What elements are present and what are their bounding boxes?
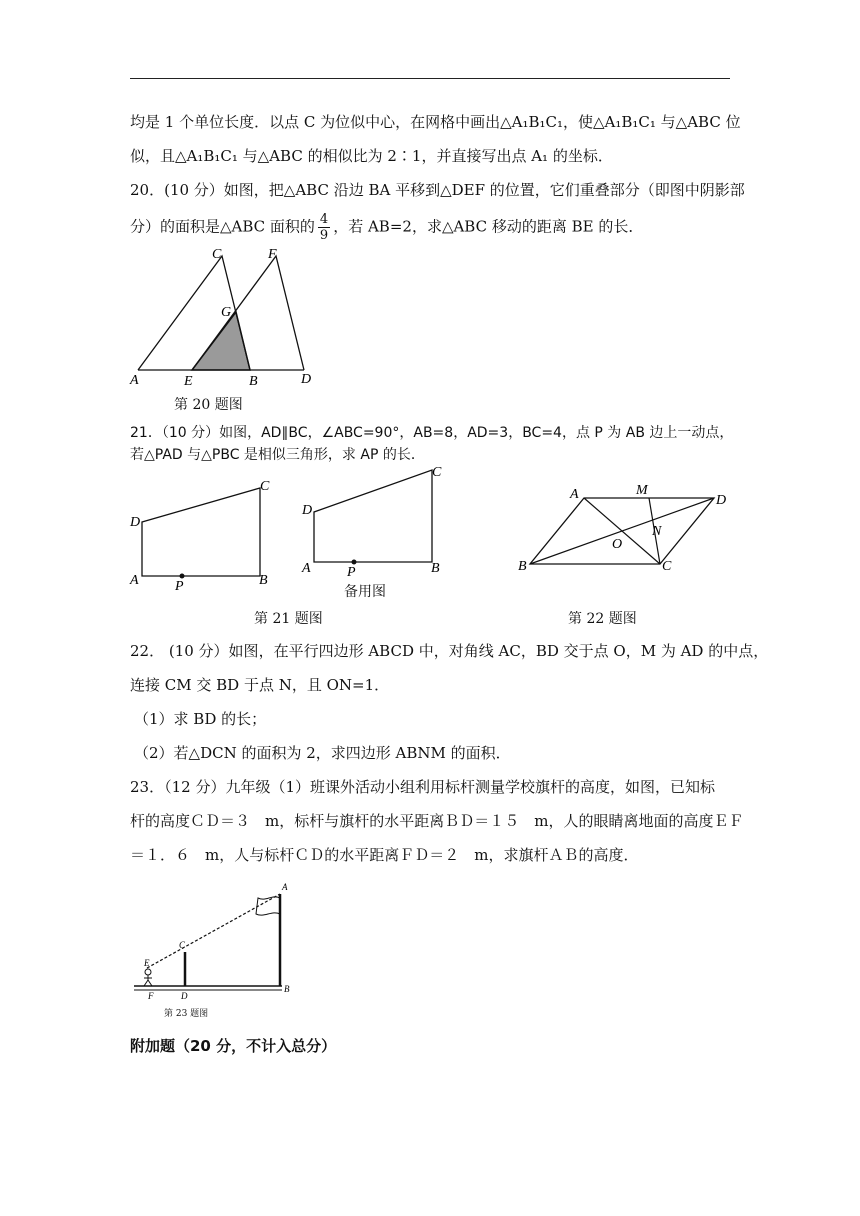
label-d: D bbox=[130, 515, 141, 530]
q20-line-2-post: ，若 AB=2，求△ABC 移动的距离 BE 的长． bbox=[333, 217, 644, 236]
label-d: D bbox=[716, 493, 727, 508]
label-c: C bbox=[260, 479, 270, 494]
q20-line-2-pre: 分）的面积是△ABC 面积的 bbox=[130, 217, 315, 236]
label-b: B bbox=[284, 984, 290, 994]
q19-line-2: 似，且△A₁B₁C₁ 与△ABC 的相似比为 2∶1，并直接写出点 A₁ 的坐标． bbox=[130, 147, 613, 165]
q22-part-2: （2）若△DCN 的面积为 2，求四边形 ABNM 的面积． bbox=[134, 744, 511, 762]
label-p: P bbox=[347, 565, 356, 580]
q23-line-3: ＝１．６ m，人与标杆ＣＤ的水平距离ＦＤ＝２ m，求旗杆ＡＢ的高度． bbox=[130, 846, 639, 864]
backup-trapezoid-abcd bbox=[314, 470, 432, 562]
q23-line-1: 23．（12 分）九年级（1）班课外活动小组利用标杆测量学校旗杆的高度，如图，已知标 bbox=[130, 778, 715, 796]
person-body bbox=[144, 975, 152, 986]
label-g: G bbox=[221, 305, 232, 320]
label-c: C bbox=[662, 559, 672, 574]
label-b: B bbox=[431, 561, 440, 576]
label-e: E bbox=[144, 958, 150, 968]
point-p bbox=[180, 574, 185, 579]
q21-backup-caption: 备用图 bbox=[344, 584, 386, 600]
label-m: M bbox=[636, 483, 648, 498]
label-a: A bbox=[302, 561, 311, 576]
q21-backup-figure bbox=[296, 462, 456, 582]
backup-point-p bbox=[352, 560, 357, 565]
bonus-title: 附加题（20 分，不计入总分） bbox=[130, 1037, 337, 1055]
q20-caption: 第 20 题图 bbox=[174, 397, 243, 413]
label-a: A bbox=[130, 373, 139, 388]
q23-line-2: 杆的高度ＣＤ＝３ m，标杆与旗杆的水平距离ＢＤ＝１５ m，人的眼睛离地面的高度ＥＦ bbox=[130, 812, 744, 830]
q22-line-2: 连接 CM 交 BD 于点 N，且 ON=1． bbox=[130, 676, 390, 694]
label-c: C bbox=[179, 940, 186, 950]
person-head bbox=[145, 969, 151, 975]
q20-line-2 bbox=[130, 212, 643, 243]
fraction bbox=[318, 212, 330, 243]
q23-figure bbox=[130, 880, 300, 1004]
q22-line-1: 22． (10 分）如图，在平行四边形 ABCD 中，对角线 AC，BD 交于点 O，M 为 AD 的中点， bbox=[130, 642, 769, 660]
label-c: C bbox=[432, 465, 442, 480]
q21-caption: 第 21 题图 bbox=[254, 611, 323, 627]
q21-line-2: 若△PAD 与△PBC 是相似三角形，求 AP 的长． bbox=[130, 447, 425, 463]
q20-figure bbox=[128, 244, 328, 394]
label-e: E bbox=[184, 374, 193, 389]
label-o: O bbox=[612, 537, 623, 552]
label-b: B bbox=[518, 559, 527, 574]
shaded-triangle-egb bbox=[192, 312, 250, 370]
label-d: D bbox=[301, 372, 312, 387]
q23-caption: 第 23 题图 bbox=[164, 1009, 209, 1019]
label-a: A bbox=[570, 487, 579, 502]
label-b: B bbox=[259, 573, 268, 588]
label-f: F bbox=[268, 247, 277, 262]
q21-figure bbox=[126, 474, 276, 594]
q22-part-1: （1）求 BD 的长； bbox=[134, 710, 267, 728]
flag bbox=[256, 897, 280, 915]
trapezoid-abcd bbox=[142, 488, 260, 576]
sight-line bbox=[147, 894, 280, 968]
label-c: C bbox=[212, 247, 222, 262]
label-p: P bbox=[175, 579, 184, 594]
q19-line-1: 均是 1 个单位长度．以点 C 为位似中心，在网格中画出△A₁B₁C₁，使△A₁B₁C₁ 与△ABC 位 bbox=[130, 113, 741, 131]
label-d: D bbox=[302, 503, 313, 518]
fraction-numerator: 4 bbox=[319, 212, 329, 227]
fraction-denominator: 9 bbox=[319, 228, 329, 243]
header-rule bbox=[130, 78, 730, 79]
label-n: N bbox=[652, 524, 662, 539]
q22-figure bbox=[512, 478, 738, 578]
label-b: B bbox=[249, 374, 258, 389]
label-f: F bbox=[148, 991, 154, 1001]
label-d: D bbox=[181, 991, 188, 1001]
q22-caption: 第 22 题图 bbox=[568, 611, 637, 627]
label-a: A bbox=[130, 573, 139, 588]
q20-line-1: 20．(10 分）如图，把△ABC 沿边 BA 平移到△DEF 的位置，它们重叠部分（即图中阴影部 bbox=[130, 181, 745, 199]
label-a: A bbox=[282, 882, 288, 892]
q21-line-1: 21．（10 分）如图，AD∥BC，∠ABC=90°，AB=8，AD=3，BC=4，点 P 为 AB 边上一动点， bbox=[130, 425, 734, 441]
